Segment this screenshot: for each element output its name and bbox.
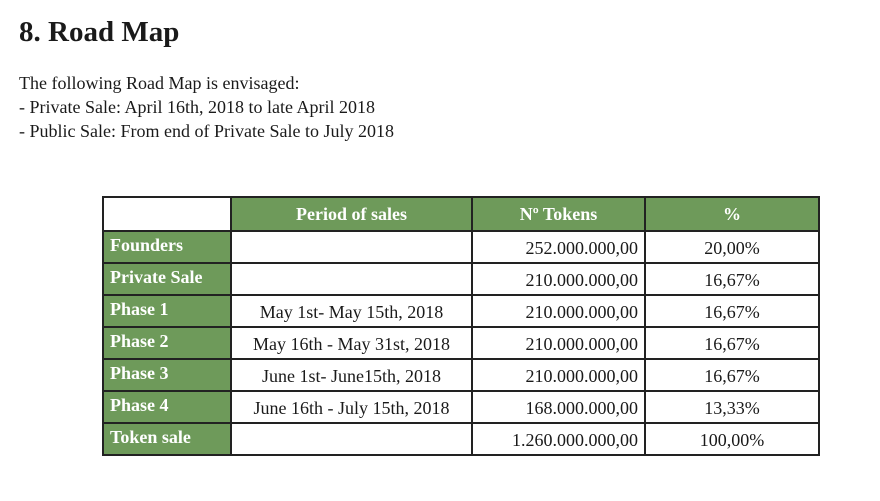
- row-label: Token sale: [103, 423, 231, 455]
- period-cell: May 1st- May 15th, 2018: [231, 295, 472, 327]
- row-label: Phase 3: [103, 359, 231, 391]
- header-cell-blank: [103, 197, 231, 231]
- table-row-total: [103, 423, 819, 455]
- table-header-row: [103, 197, 819, 231]
- percent-cell: 20,00%: [645, 231, 819, 263]
- table-row: [103, 231, 819, 263]
- percent-cell: 16,67%: [645, 295, 819, 327]
- tokens-cell: 210.000.000,00: [472, 263, 645, 295]
- period-cell: May 16th - May 31st, 2018: [231, 327, 472, 359]
- intro-text: [19, 71, 394, 143]
- header-cell-period: Period of sales: [231, 197, 472, 231]
- section-title: 8. Road Map: [19, 16, 180, 48]
- header-cell-tokens: Nº Tokens: [472, 197, 645, 231]
- intro-line: The following Road Map is envisaged:: [19, 73, 300, 93]
- period-cell: [231, 423, 472, 455]
- tokens-cell: 168.000.000,00: [472, 391, 645, 423]
- intro-line-public-sale: - Public Sale: From end of Private Sale to July 2018: [19, 121, 394, 141]
- period-cell: [231, 263, 472, 295]
- header-cell-percent: %: [645, 197, 819, 231]
- tokens-cell: 210.000.000,00: [472, 327, 645, 359]
- intro-line-private-sale: - Private Sale: April 16th, 2018 to late April 2018: [19, 97, 375, 117]
- table-row: [103, 295, 819, 327]
- table-row: [103, 327, 819, 359]
- percent-cell: 16,67%: [645, 359, 819, 391]
- tokens-cell: 1.260.000.000,00: [472, 423, 645, 455]
- tokens-cell: 210.000.000,00: [472, 359, 645, 391]
- percent-cell: 16,67%: [645, 327, 819, 359]
- row-label: Phase 4: [103, 391, 231, 423]
- row-label: Private Sale: [103, 263, 231, 295]
- period-cell: June 1st- June15th, 2018: [231, 359, 472, 391]
- row-label: Founders: [103, 231, 231, 263]
- period-cell: [231, 231, 472, 263]
- row-label: Phase 2: [103, 327, 231, 359]
- period-cell: June 16th - July 15th, 2018: [231, 391, 472, 423]
- row-label: Phase 1: [103, 295, 231, 327]
- table-row: [103, 391, 819, 423]
- table-row: [103, 263, 819, 295]
- tokens-cell: 210.000.000,00: [472, 295, 645, 327]
- percent-cell: 100,00%: [645, 423, 819, 455]
- table-row: [103, 359, 819, 391]
- percent-cell: 13,33%: [645, 391, 819, 423]
- percent-cell: 16,67%: [645, 263, 819, 295]
- roadmap-table: [102, 196, 820, 456]
- tokens-cell: 252.000.000,00: [472, 231, 645, 263]
